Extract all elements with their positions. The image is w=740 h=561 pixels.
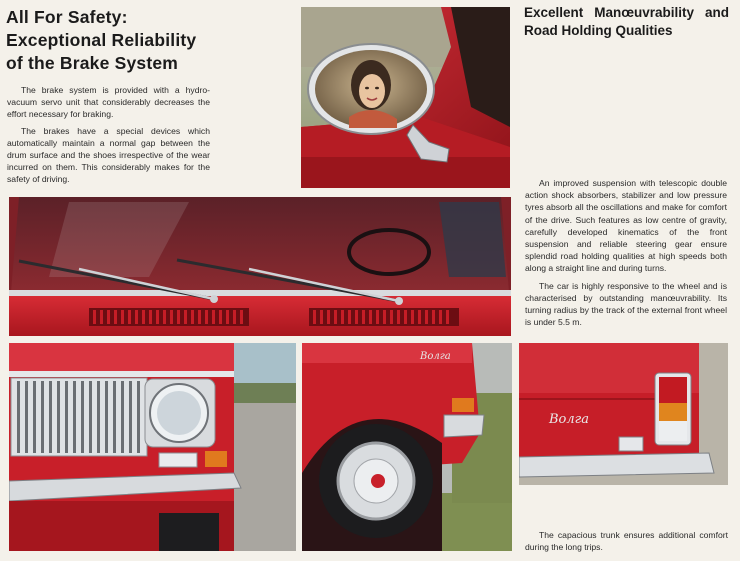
brake-paragraph-2: The brakes have a special devices which automatically maintain a normal gap between the drum surface and the shoes irrespective of the wear incurred on them. This considerably makes for the safety of driving. <box>7 125 210 185</box>
windshield-photo <box>9 197 511 336</box>
mirror-photo <box>301 7 510 188</box>
handling-text-column <box>525 177 727 328</box>
handling-section-title: Excellent Manœuvrability and Road Holding Qualities <box>524 5 729 38</box>
brake-text-column <box>7 84 210 186</box>
hood-vent-right <box>309 308 459 326</box>
brake-title-line-1: All For Safety: <box>6 7 128 27</box>
brake-title-line-2: Exceptional Reliability <box>6 30 197 50</box>
brake-paragraph-1: The brake system is provided with a hydro-vacuum servo unit that considerably decreases the effort necessary for braking. <box>7 85 210 120</box>
trunk-photo <box>519 343 728 485</box>
fender-badge: Волга <box>420 351 451 362</box>
hood-vent-left <box>89 308 249 326</box>
trunk-badge: Волга <box>549 412 589 427</box>
trunk-caption: The capacious trunk ensures additional comfort during the long trips. <box>525 530 728 553</box>
trunk-caption-block <box>525 529 728 553</box>
brake-title-line-3: of the Brake System <box>6 53 179 73</box>
wheel-photo <box>302 343 512 551</box>
front-grille-photo <box>9 343 296 551</box>
handling-paragraph-2: The car is highly responsive to the wheel and is characterised by outstanding manœuvrability. Its turning radius by the track of the external front wheel is under 5.5 m. <box>525 280 727 328</box>
brake-section-title <box>6 6 196 75</box>
handling-paragraph-1: An improved suspension with telescopic double action shock absorbers, stabilizer and low pressure tyres absorb all the oscillations and make for comfort of the drive. Such features as low centre of gravity, carefully developed kinematics of the front suspension and reliable steering gear ensure splendid road holding qualities at high speeds both along a straight line and during turns. <box>525 178 727 274</box>
